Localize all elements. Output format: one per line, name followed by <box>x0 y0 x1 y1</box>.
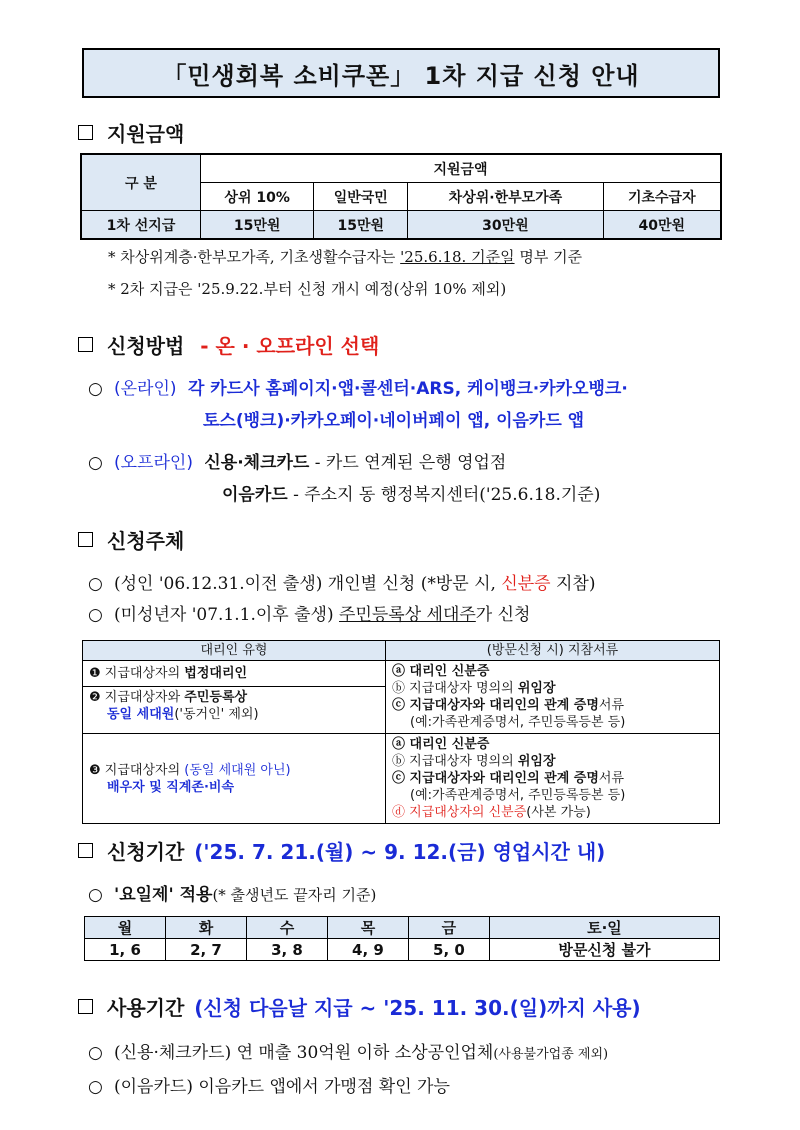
col-header: 차상위·한부모가족 <box>408 183 603 211</box>
online-text: 각 카드사 홈페이지·앱·콜센터·ARS, 케이뱅크·카카오뱅크· <box>187 379 628 399</box>
amount-note-1 <box>108 246 582 267</box>
online-line <box>88 374 628 399</box>
section-label: 신청방법 <box>107 334 185 358</box>
checkbox-square-icon <box>78 843 93 858</box>
col-header: 대리인 유형 <box>83 641 386 661</box>
table-row <box>83 661 720 687</box>
checkbox-square-icon <box>78 337 93 352</box>
checkbox-square-icon <box>78 532 93 547</box>
cell-text: 법정대리인 <box>184 666 248 682</box>
weekday-table <box>84 916 720 961</box>
table-row <box>83 734 720 824</box>
checkbox-square-icon <box>78 125 93 140</box>
offline-text: - 주소지 동 행정복지센터('25.6.18.기준) <box>287 485 601 505</box>
usage-line-1 <box>88 1038 608 1063</box>
offline-line-2 <box>222 480 600 505</box>
subject-line-1 <box>88 569 596 594</box>
subject-text: (성인 '06.12.31.이전 출생) 개인별 신청 (*방문 시, <box>114 574 502 594</box>
note-text: * 차상위계층·한부모가족, 기초생활수급자는 <box>108 248 401 266</box>
section-highlight: ('25. 7. 21.(월) ~ 9. 12.(금) 영업시간 내) <box>194 840 606 864</box>
subject-id-card: 신분증 <box>501 574 551 594</box>
weekday-cell: 4, 9 <box>327 939 408 961</box>
amount-table <box>80 153 722 240</box>
doc-line: (예:가족관계증명서, 주민등록등본 등) <box>410 788 626 803</box>
section-amount-heading <box>78 118 184 147</box>
bullet-circle-icon: ○ <box>88 379 103 399</box>
section-usage-heading <box>78 992 641 1021</box>
col-header: 기초수급자 <box>603 183 721 211</box>
cell-text: 지급대상자의 <box>104 666 185 682</box>
doc-line: (사본 가능) <box>526 805 591 820</box>
number-1-icon: ❶ <box>89 666 101 682</box>
weekday-cell: 방문신청 불가 <box>489 939 719 961</box>
note-text: 명부 기준 <box>514 248 583 266</box>
page-title: 「민생회복 소비쿠폰」 1차 지급 신청 안내 <box>82 48 720 98</box>
cell-text: 지급대상자와 <box>104 690 185 706</box>
section-label: 신청기간 <box>107 840 185 864</box>
weekday-header: 금 <box>408 917 489 939</box>
period-note: (* 출생년도 끝자리 기준) <box>212 886 377 904</box>
col-header: 상위 10% <box>201 183 314 211</box>
online-text-2: 토스(뱅크)·카카오페이·네이버페이 앱, 이음카드 앱 <box>203 411 585 431</box>
amount-cell: 15만원 <box>201 211 314 240</box>
doc-line: ⓑ 지급대상자 명의의 <box>392 681 518 696</box>
doc-line: ⓐ 대리인 신분증 <box>392 664 490 679</box>
usage-text: (신용·체크카드) 연 매출 30억원 이하 소상공인업체 <box>114 1043 494 1063</box>
weekday-header: 토·일 <box>489 917 719 939</box>
subject-text: 지참) <box>550 574 596 594</box>
doc-line: (예:가족관계증명서, 주민등록등본 등) <box>410 715 626 730</box>
section-method-heading <box>78 330 379 359</box>
usage-line-2 <box>88 1072 450 1097</box>
proxy-type-1 <box>83 661 386 687</box>
proxy-docs-1 <box>386 661 720 734</box>
doc-line: ⓓ 지급대상자의 신분증 <box>392 805 527 820</box>
bullet-circle-icon: ○ <box>88 1043 103 1063</box>
cell-text: ('동거인' 제외) <box>174 707 259 723</box>
cell-text: 지급대상자의 <box>104 762 185 778</box>
section-highlight: (신청 다음날 지급 ~ '25. 11. 30.(일)까지 사용) <box>194 996 641 1020</box>
cell-text: (동일 세대원 아닌) <box>184 762 291 778</box>
section-subject-heading <box>78 525 184 554</box>
section-label: 지원금액 <box>107 122 185 146</box>
col-header: 일반국민 <box>314 183 408 211</box>
number-3-icon: ❸ <box>89 762 101 778</box>
section-period-heading <box>78 836 605 865</box>
proxy-type-2 <box>83 687 386 734</box>
offline-label: (오프라인) <box>114 453 193 473</box>
col-category: 구 분 <box>81 154 201 211</box>
offline-text: - 카드 연계된 은행 영업점 <box>309 453 507 473</box>
doc-line: ⓐ 대리인 신분증 <box>392 737 490 752</box>
table-row <box>85 939 720 961</box>
usage-text: (이음카드) 이음카드 앱에서 가맹점 확인 가능 <box>114 1077 450 1097</box>
weekday-header: 월 <box>85 917 166 939</box>
bullet-circle-icon: ○ <box>88 1077 103 1097</box>
proxy-type-3 <box>83 734 386 824</box>
weekday-header: 수 <box>246 917 327 939</box>
cell-text: 배우자 및 직계존·비속 <box>107 779 235 795</box>
period-text: '요일제' 적용 <box>114 885 213 905</box>
bullet-circle-icon: ○ <box>88 453 103 473</box>
weekday-cell: 3, 8 <box>246 939 327 961</box>
weekday-header: 화 <box>165 917 246 939</box>
offline-line <box>88 448 506 473</box>
note-date: '25.6.18. 기준일 <box>400 248 515 266</box>
bullet-circle-icon: ○ <box>88 605 103 625</box>
amount-cell: 40만원 <box>603 211 721 240</box>
bullet-circle-icon: ○ <box>88 885 103 905</box>
usage-note: (사용불가업종 제외) <box>493 1047 609 1062</box>
number-2-icon: ❷ <box>89 690 101 706</box>
proxy-table <box>82 640 720 824</box>
subject-line-2 <box>88 600 530 625</box>
section-highlight: - 온 · 오프라인 선택 <box>200 334 380 358</box>
amount-cell: 30만원 <box>408 211 603 240</box>
doc-line: ⓒ 지급대상자와 대리인의 관계 증명 <box>392 698 599 713</box>
offline-eum: 이음카드 <box>222 485 288 505</box>
doc-line: ⓒ 지급대상자와 대리인의 관계 증명 <box>392 771 599 786</box>
weekday-cell: 5, 0 <box>408 939 489 961</box>
weekday-cell: 2, 7 <box>165 939 246 961</box>
online-label: (온라인) <box>114 379 177 399</box>
section-label: 사용기간 <box>107 996 185 1020</box>
subject-text: (미성년자 '07.1.1.이후 출생) <box>114 605 340 625</box>
bullet-circle-icon: ○ <box>88 574 103 594</box>
period-line <box>88 880 376 905</box>
weekday-header: 목 <box>327 917 408 939</box>
doc-line: 서류 <box>598 698 625 713</box>
checkbox-square-icon <box>78 999 93 1014</box>
weekday-cell: 1, 6 <box>85 939 166 961</box>
cell-text: 주민등록상 <box>184 690 248 706</box>
doc-line: 서류 <box>598 771 625 786</box>
cell-text: 동일 세대원 <box>107 707 175 723</box>
doc-line: ⓑ 지급대상자 명의의 <box>392 754 518 769</box>
table-row <box>81 211 721 240</box>
col-header: (방문신청 시) 지참서류 <box>386 641 720 661</box>
offline-card: 신용·체크카드 <box>204 453 310 473</box>
proxy-docs-2 <box>386 734 720 824</box>
subject-householder: 주민등록상 세대주 <box>339 605 476 625</box>
doc-line: 위임장 <box>517 754 556 769</box>
amount-cell: 15만원 <box>314 211 408 240</box>
row-label: 1차 선지급 <box>81 211 201 240</box>
amount-note-2: * 2차 지급은 '25.9.22.부터 신청 개시 예정(상위 10% 제외) <box>108 280 507 298</box>
doc-line: 위임장 <box>517 681 556 696</box>
section-label: 신청주체 <box>107 529 185 553</box>
col-group: 지원금액 <box>201 154 722 183</box>
subject-text: 가 신청 <box>475 605 531 625</box>
